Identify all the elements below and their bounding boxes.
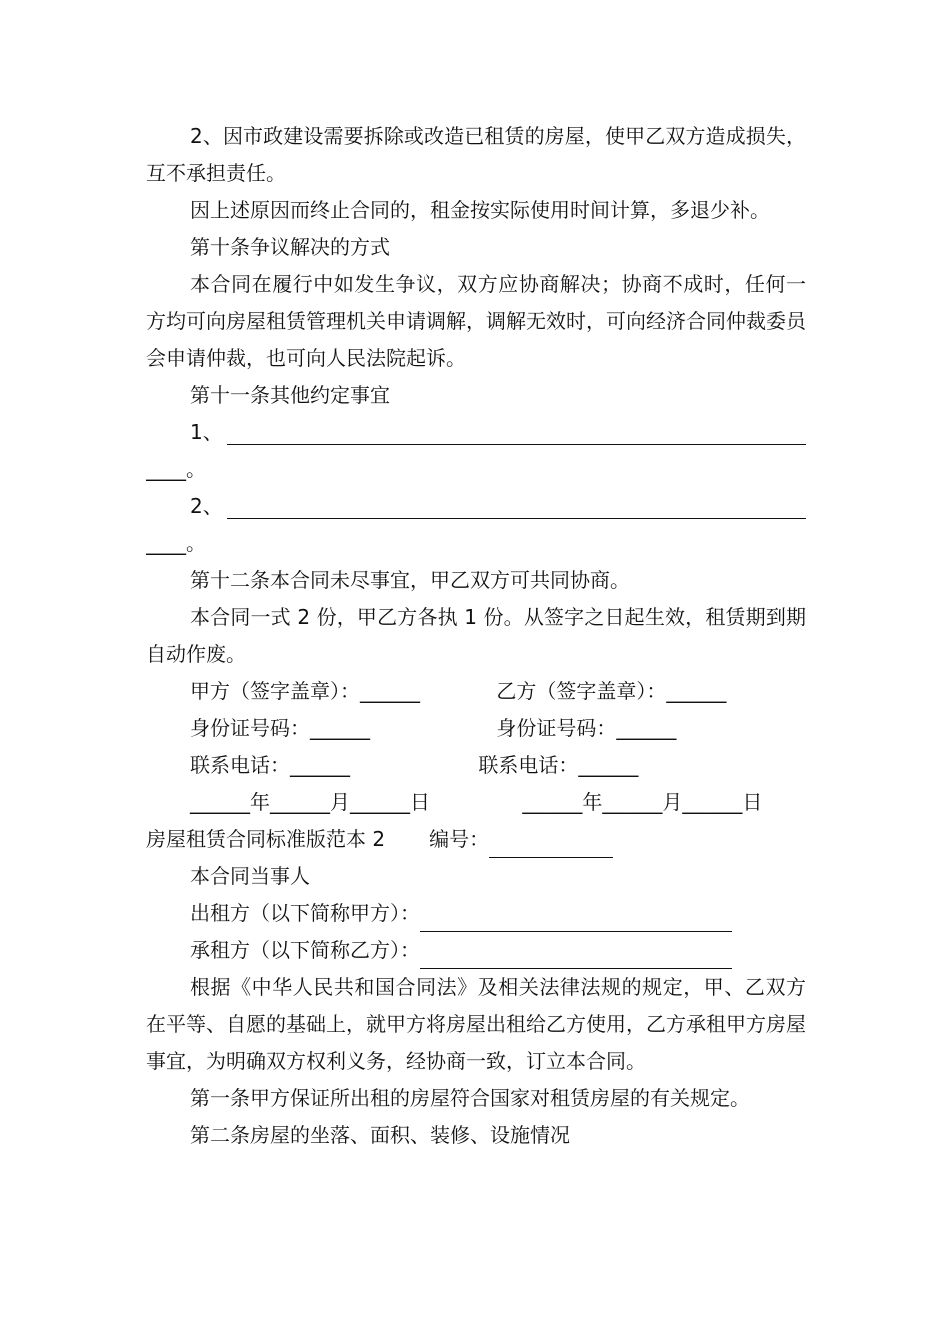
lessee-blank: [420, 944, 732, 969]
paragraph-rent-settlement: 因上述原因而终止合同的，租金按实际使用时间计算，多退少补。: [190, 198, 770, 222]
item-1-blank-end: ____。: [146, 457, 206, 481]
party-a-date: ______年______月______日: [190, 790, 430, 814]
party-a-id-number: 身份证号码：______: [190, 716, 370, 740]
lessee-label: 承租方（以下简称乙方）：: [190, 938, 420, 962]
lessee-row: [146, 932, 806, 969]
party-b-signature: 乙方（签字盖章）：______: [496, 679, 727, 703]
party-b-date: ______年______月______日: [522, 790, 763, 814]
party-b-id-number: 身份证号码：______: [496, 716, 677, 740]
item-2-number: 2、: [190, 494, 223, 518]
party-a-phone: 联系电话：______: [190, 753, 350, 777]
item-2-blank-end: ____。: [146, 531, 206, 555]
party-a-signature: 甲方（签字盖章）：______: [190, 679, 420, 703]
id-number-row: [146, 710, 806, 747]
paragraph-article-1: 第一条甲方保证所出租的房屋符合国家对租赁房屋的有关规定。: [190, 1086, 750, 1110]
parties-heading: 本合同当事人: [190, 864, 310, 888]
lessor-row: [146, 895, 806, 932]
contract-number-blank: [489, 833, 613, 858]
second-contract-title: 房屋租赁合同标准版范本 2: [146, 827, 386, 851]
item-1-blank-line: [227, 420, 806, 445]
phone-row: [146, 747, 806, 784]
paragraph-demolition: 2、因市政建设需要拆除或改造已租赁的房屋，使甲乙双方造成损失，互不承担责任。: [146, 124, 806, 185]
paragraph-article-2: 第二条房屋的坐落、面积、装修、设施情况: [190, 1123, 570, 1147]
second-contract-title-row: [146, 821, 806, 858]
other-terms-item-2: [146, 488, 806, 525]
lessor-blank: [420, 907, 732, 932]
paragraph-legal-basis: 根据《中华人民共和国合同法》及相关法律法规的规定，甲、乙双方在平等、自愿的基础上，就甲方将房屋出租给乙方使用，乙方承租甲方房屋事宜，为明确双方权利义务，经协商一致，订立本合同。: [146, 975, 806, 1073]
date-row: [146, 784, 806, 821]
contract-number-label: 编号：: [429, 827, 490, 851]
lessor-label: 出租方（以下简称甲方）：: [190, 901, 420, 925]
item-1-number: 1、: [190, 420, 223, 444]
document-body: [146, 118, 806, 1154]
heading-article-10: 第十条争议解决的方式: [190, 235, 390, 259]
signature-row: [146, 673, 806, 710]
item-2-blank-line: [227, 494, 806, 519]
other-terms-item-1: [146, 414, 806, 451]
paragraph-copies: 本合同一式 2 份，甲乙方各执 1 份。从签字之日起生效，租赁期到期自动作废。: [146, 605, 806, 666]
heading-article-12: 第十二条本合同未尽事宜，甲乙双方可共同协商。: [190, 568, 630, 592]
heading-article-11: 第十一条其他约定事宜: [190, 383, 390, 407]
paragraph-dispute-resolution: 本合同在履行中如发生争议，双方应协商解决；协商不成时，任何一方均可向房屋租赁管理机关申请调解，调解无效时，可向经济合同仲裁委员会申请仲裁，也可向人民法院起诉。: [146, 272, 806, 370]
party-b-phone: 联系电话：______: [478, 753, 639, 777]
